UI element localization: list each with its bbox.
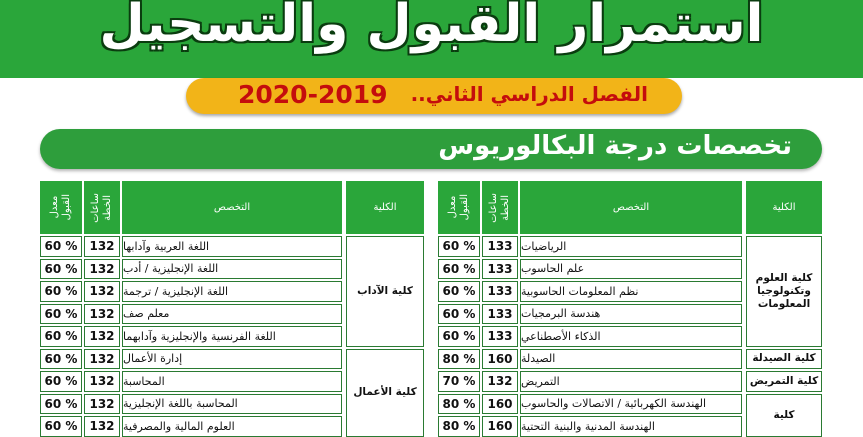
left-row-hours: 132 [84,326,120,347]
right-row-specialization: الرياضيات [520,236,742,257]
right-header-specialization: التخصص [520,181,742,234]
left-row-hours: 132 [84,236,120,257]
right-row-hours: 160 [482,394,518,415]
left-college-cell: كلية الآداب [346,236,424,347]
right-college-cell: كلية الصيدلة [746,349,822,370]
left-row-rate: 60 % [40,236,82,257]
right-row-specialization: الهندسة الكهربائية / الاتصالات والحاسوب [520,394,742,415]
right-header-rate-label [447,194,471,220]
right-row-hours: 133 [482,281,518,302]
left-header-college: الكلية [346,181,424,234]
left-header-hours-line2: الخطة [102,194,113,221]
right-row-rate: 60 % [438,236,480,257]
right-college-cell: كلية العلوم وتكنولوجيا المعلومات [746,236,822,347]
right-header-college: الكلية [746,181,822,234]
left-row-specialization: اللغة الفرنسية والإنجليزية وآدابهما [122,326,342,347]
left-row-specialization: العلوم المالية والمصرفية [122,416,342,437]
right-college-cell: كلية [746,394,822,437]
right-header-hours-line1: ساعات [488,192,499,223]
right-row-rate: 80 % [438,349,480,370]
right-row-rate: 60 % [438,281,480,302]
right-header-rate-line2: القبول [459,194,470,221]
left-row-specialization: معلم صف [122,304,342,325]
left-row-specialization: المحاسبة باللغة الإنجليزية [122,394,342,415]
semester-pill [186,78,682,114]
right-row-rate: 70 % [438,371,480,392]
right-row-hours: 133 [482,326,518,347]
left-row-hours: 132 [84,349,120,370]
left-row-rate: 60 % [40,349,82,370]
right-row-hours: 133 [482,304,518,325]
semester-year: 2020-2019 [238,80,388,109]
right-row-rate: 80 % [438,416,480,437]
right-row-specialization: الذكاء الأصطناعي [520,326,742,347]
right-row-rate: 80 % [438,394,480,415]
left-header-rate-line2: القبول [61,194,72,221]
section-bar [40,129,822,169]
left-header-rate-label [49,194,73,220]
right-header-hours [482,181,518,234]
section-title: تخصصات درجة البكالوريوس [438,131,792,161]
right-row-specialization: الهندسة المدنية والبنية التحتية [520,416,742,437]
semester-label: الفصل الدراسي الثاني.. [410,82,648,106]
left-row-rate: 60 % [40,416,82,437]
left-row-hours: 132 [84,394,120,415]
right-header-hours-label [488,193,512,223]
left-row-hours: 132 [84,416,120,437]
banner-title: استمرار القبول والتسجيل [99,0,764,54]
right-row-specialization: الصيدلة [520,349,742,370]
left-row-hours: 132 [84,371,120,392]
left-header-rate [40,181,82,234]
left-header-hours-line1: ساعات [90,192,101,223]
left-row-rate: 60 % [40,371,82,392]
left-row-rate: 60 % [40,326,82,347]
left-row-rate: 60 % [40,259,82,280]
left-row-rate: 60 % [40,394,82,415]
left-row-specialization: المحاسبة [122,371,342,392]
left-row-specialization: اللغة الإنجليزية / أدب [122,259,342,280]
right-row-rate: 60 % [438,326,480,347]
left-row-specialization: اللغة العربية وآدابها [122,236,342,257]
left-header-rate-line1: معدل [49,196,60,219]
right-row-hours: 160 [482,416,518,437]
right-header-rate-line1: معدل [447,196,458,219]
right-row-hours: 133 [482,236,518,257]
right-row-hours: 160 [482,349,518,370]
left-row-rate: 60 % [40,304,82,325]
right-row-specialization: هندسة البرمجيات [520,304,742,325]
right-row-specialization: علم الحاسوب [520,259,742,280]
right-row-hours: 132 [482,371,518,392]
right-college-cell: كلية التمريض [746,371,822,392]
left-row-hours: 132 [84,304,120,325]
right-row-rate: 60 % [438,304,480,325]
left-row-specialization: إدارة الأعمال [122,349,342,370]
header-banner [0,0,863,78]
left-row-rate: 60 % [40,281,82,302]
right-row-hours: 133 [482,259,518,280]
left-row-hours: 132 [84,281,120,302]
left-college-cell: كلية الأعمال [346,349,424,437]
left-header-specialization: التخصص [122,181,342,234]
right-header-rate [438,181,480,234]
right-row-specialization: نظم المعلومات الحاسوبية [520,281,742,302]
left-row-hours: 132 [84,259,120,280]
right-row-rate: 60 % [438,259,480,280]
left-header-hours [84,181,120,234]
left-header-hours-label [90,193,114,223]
right-header-hours-line2: الخطة [500,194,511,221]
right-row-specialization: التمريض [520,371,742,392]
left-row-specialization: اللغة الإنجليزية / ترجمة [122,281,342,302]
